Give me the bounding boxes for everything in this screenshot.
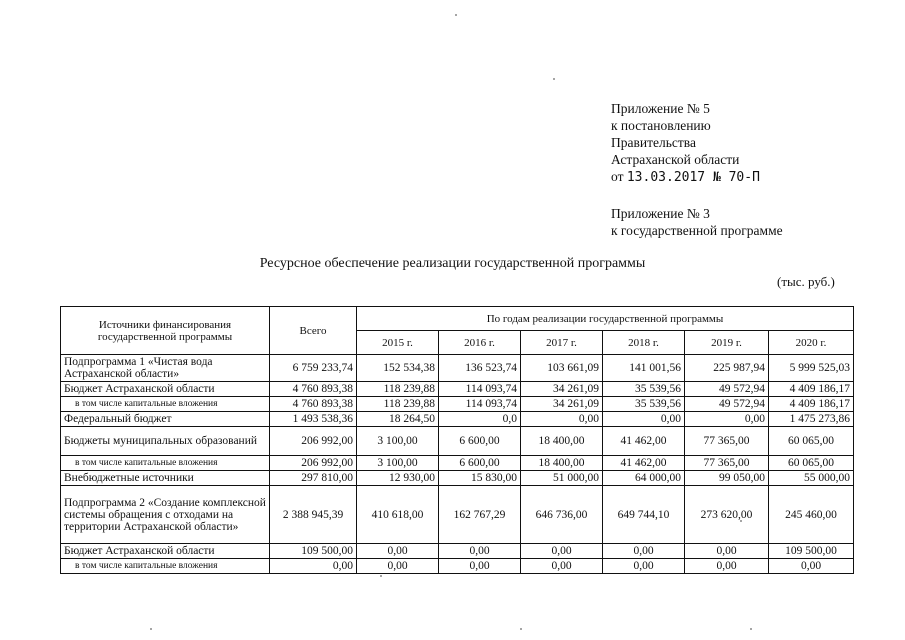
table-row [61,486,854,544]
row-label: Подпрограмма 2 «Создание комплексной системы обращения с отходами на территории Астраханской области» [61,486,270,544]
table-row [61,355,854,382]
row-year-value: 41 462,00 [603,427,685,456]
row-year-value: 245 460,00 [769,486,854,544]
table-row [61,382,854,397]
header-year: 2018 г. [603,331,685,355]
row-total: 1 493 538,36 [270,412,357,427]
row-total: 6 759 233,74 [270,355,357,382]
row-year-value: 18 400,00 [521,456,603,471]
row-label: в том числе капитальные вложения [61,456,270,471]
row-year-value: 103 661,09 [521,355,603,382]
row-year-value: 12 930,00 [357,471,439,486]
row-year-value: 35 539,56 [603,397,685,412]
row-total: 297 810,00 [270,471,357,486]
row-year-value: 152 534,38 [357,355,439,382]
header-years-group: По годам реализации государственной программы [357,307,854,331]
document-title: Ресурсное обеспечение реализации государственной программы [259,256,646,271]
row-year-value: 162 767,29 [439,486,521,544]
resolution-date-line [611,168,760,186]
row-year-value: 34 261,09 [521,397,603,412]
program-appendix-header [611,205,783,239]
header-year: 2019 г. [685,331,769,355]
row-year-value: 0,00 [603,559,685,574]
row-year-value: 0,00 [439,559,521,574]
row-year-value: 49 572,94 [685,382,769,397]
row-year-value: 0,00 [603,544,685,559]
row-year-value: 0,00 [439,544,521,559]
row-year-value: 118 239,88 [357,382,439,397]
row-label: Подпрограмма 1 «Чистая вода Астраханской области» [61,355,270,382]
appendix-line: к постановлению [611,118,711,133]
row-year-value: 0,00 [357,559,439,574]
row-total: 206 992,00 [270,456,357,471]
row-year-value: 225 987,94 [685,355,769,382]
units-label: (тыс. руб.) [777,274,835,289]
row-label: Бюджеты муниципальных образований [61,427,270,456]
row-year-value: 0,00 [603,412,685,427]
row-year-value: 6 600,00 [439,456,521,471]
row-year-value: 99 050,00 [685,471,769,486]
row-label: в том числе капитальные вложения [61,397,270,412]
row-year-value: 77 365,00 [685,427,769,456]
table-row [61,412,854,427]
row-year-value: 136 523,74 [439,355,521,382]
scan-speck [380,575,382,577]
row-year-value: 1 475 273,86 [769,412,854,427]
table-row [61,559,854,574]
row-year-value: 5 999 525,03 [769,355,854,382]
row-year-value: 114 093,74 [439,397,521,412]
header-total: Всего [270,307,357,355]
row-year-value: 60 065,00 [769,427,854,456]
scan-speck [520,628,522,630]
row-year-value: 114 093,74 [439,382,521,397]
row-year-value: 18 264,50 [357,412,439,427]
header-year: 2017 г. [521,331,603,355]
row-total: 206 992,00 [270,427,357,456]
row-year-value: 51 000,00 [521,471,603,486]
row-year-value: 55 000,00 [769,471,854,486]
table-row [61,397,854,412]
row-label: Федеральный бюджет [61,412,270,427]
row-year-value: 646 736,00 [521,486,603,544]
row-year-value: 118 239,88 [357,397,439,412]
table-row [61,544,854,559]
appendix-line: Астраханской области [611,152,740,167]
appendix-line: Правительства [611,135,696,150]
row-year-value: 18 400,00 [521,427,603,456]
scan-speck [553,78,555,80]
row-year-value: 64 000,00 [603,471,685,486]
row-total: 4 760 893,38 [270,397,357,412]
row-total: 4 760 893,38 [270,382,357,397]
appendix-line: Приложение № 3 [611,206,710,221]
header-year: 2015 г. [357,331,439,355]
row-year-value: 49 572,94 [685,397,769,412]
appendix-line: Приложение № 5 [611,101,710,116]
row-year-value: 4 409 186,17 [769,382,854,397]
header-year: 2016 г. [439,331,521,355]
scan-speck [455,14,457,16]
table-row [61,456,854,471]
scan-speck [750,628,752,630]
row-year-value: 141 001,56 [603,355,685,382]
row-year-value: 649 744,10 [603,486,685,544]
row-year-value: 6 600,00 [439,427,521,456]
funding-table [60,306,854,574]
row-year-value: 41 462,00 [603,456,685,471]
row-year-value: 273 620,00 [685,486,769,544]
row-total: 0,00 [270,559,357,574]
row-year-value: 0,00 [521,559,603,574]
row-year-value: 0,00 [685,412,769,427]
row-year-value: 4 409 186,17 [769,397,854,412]
row-label: Бюджет Астраханской области [61,382,270,397]
row-year-value: 0,00 [521,544,603,559]
scan-speck [740,520,742,522]
row-year-value: 34 261,09 [521,382,603,397]
row-total: 109 500,00 [270,544,357,559]
header-year: 2020 г. [769,331,854,355]
row-label: Внебюджетные источники [61,471,270,486]
row-year-value: 410 618,00 [357,486,439,544]
row-total: 2 388 945,39 [270,486,357,544]
row-year-value: 3 100,00 [357,456,439,471]
resolution-date: 13.03.2017 № 70-П [626,170,760,185]
table-row [61,427,854,456]
header-source: Источники финансирования государственной программы [61,307,270,355]
row-year-value: 0,00 [521,412,603,427]
row-year-value: 0,00 [685,544,769,559]
row-year-value: 0,00 [685,559,769,574]
row-year-value: 15 830,00 [439,471,521,486]
row-year-value: 0,0 [439,412,521,427]
row-year-value: 35 539,56 [603,382,685,397]
table-row [61,471,854,486]
row-year-value: 109 500,00 [769,544,854,559]
appendix-line: к государственной программе [611,223,783,238]
row-year-value: 0,00 [769,559,854,574]
appendix-header [611,100,760,186]
row-year-value: 3 100,00 [357,427,439,456]
row-year-value: 60 065,00 [769,456,854,471]
row-label: в том числе капитальные вложения [61,559,270,574]
row-year-value: 0,00 [357,544,439,559]
date-prefix: от [611,169,624,184]
row-label: Бюджет Астраханской области [61,544,270,559]
scan-speck [150,628,152,630]
row-year-value: 77 365,00 [685,456,769,471]
